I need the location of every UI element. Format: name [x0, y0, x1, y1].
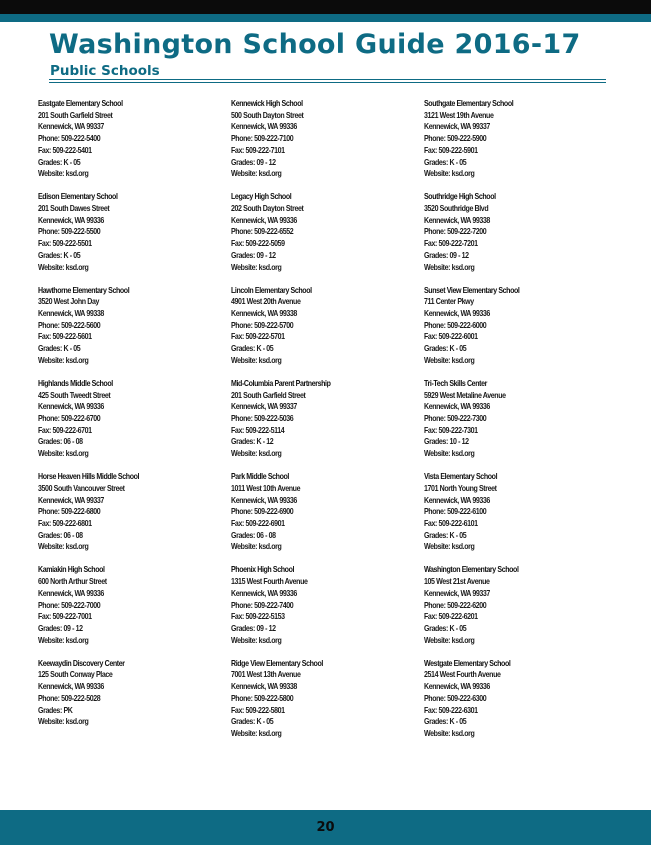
school-fax: Fax: 509-222-5801 [231, 705, 285, 715]
school-name: Westgate Elementary School [424, 658, 511, 668]
school-phone: Phone: 509-222-5600 [38, 320, 101, 330]
school-city: Kennewick, WA 99336 [38, 402, 104, 412]
school-name: Eastgate Elementary School [38, 99, 123, 108]
school-name: Vista Elementary School [424, 472, 498, 482]
school-grades: Grades: K - 05 [424, 157, 467, 167]
school-name: Phoenix High School [231, 565, 295, 575]
school-address: 3121 West 19th Avenue [424, 110, 494, 120]
school-city: Kennewick, WA 99336 [231, 495, 297, 505]
school-phone: Phone: 509-222-6300 [424, 693, 487, 703]
school-fax: Fax: 509-222-7301 [424, 425, 478, 435]
school-name: Horse Heaven Hills Middle School [38, 472, 140, 482]
school-name: Washington Elementary School [424, 565, 519, 575]
school-address: 425 South Tweedt Street [38, 390, 111, 400]
school-entry [38, 564, 223, 657]
school-city: Kennewick, WA 99337 [38, 122, 104, 132]
school-website: Website: ksd.org [231, 542, 282, 552]
school-city: Kennewick, WA 99336 [231, 588, 297, 598]
school-grades: Grades: K - 05 [424, 624, 467, 633]
school-entry [231, 564, 416, 657]
school-city: Kennewick, WA 99338 [231, 682, 297, 692]
school-phone: Phone: 509-222-6900 [231, 507, 294, 517]
school-entry [231, 285, 416, 378]
school-city: Kennewick, WA 99338 [231, 309, 297, 318]
school-grades: Grades: K - 05 [424, 717, 467, 727]
school-city: Kennewick, WA 99336 [231, 122, 297, 132]
school-entry [231, 471, 416, 564]
header-divider-top [49, 79, 606, 80]
school-city: Kennewick, WA 99336 [424, 682, 490, 692]
school-name: Edison Elementary School [38, 192, 118, 202]
school-address: 5929 West Metaline Avenue [424, 390, 506, 400]
school-fax: Fax: 509-222-5401 [38, 145, 92, 155]
school-grades: Grades: K - 05 [38, 344, 81, 354]
school-grades: Grades: K - 05 [424, 530, 467, 540]
school-name: Sunset View Elementary School [424, 285, 520, 295]
school-address: 711 Center Pkwy [424, 297, 474, 307]
school-grades: Grades: K - 05 [231, 344, 274, 354]
school-column-2 [231, 98, 416, 751]
school-fax: Fax: 509-222-5153 [231, 612, 285, 622]
school-grades: Grades: K - 05 [231, 717, 274, 727]
school-column-3 [424, 98, 609, 751]
school-phone: Phone: 509-222-5028 [38, 693, 101, 703]
school-address: 125 South Conway Place [38, 670, 113, 680]
school-fax: Fax: 509-222-5059 [231, 239, 285, 249]
school-entry [231, 98, 416, 191]
school-city: Kennewick, WA 99336 [38, 215, 104, 225]
school-address: 600 North Arthur Street [38, 577, 107, 587]
school-fax: Fax: 509-222-6301 [424, 705, 478, 715]
school-city: Kennewick, WA 99336 [424, 309, 490, 318]
top-black-band [0, 0, 651, 14]
school-website: Website: ksd.org [231, 355, 282, 365]
school-phone: Phone: 509-222-7100 [231, 134, 294, 144]
school-grades: Grades: K - 05 [38, 250, 81, 260]
school-name: Southgate Elementary School [424, 99, 514, 108]
page-title: Washington School Guide 2016-17 [49, 29, 581, 60]
school-city: Kennewick, WA 99336 [424, 402, 490, 412]
school-website: Website: ksd.org [231, 169, 282, 179]
school-grades: Grades: K - 05 [38, 157, 81, 167]
school-name: Legacy High School [231, 192, 292, 202]
school-address: 1315 West Fourth Avenue [231, 577, 308, 587]
school-address: 3520 Southridge Blvd [424, 204, 489, 213]
school-entry [424, 471, 609, 564]
school-website: Website: ksd.org [38, 262, 89, 272]
school-address: 2514 West Fourth Avenue [424, 670, 501, 680]
school-website: Website: ksd.org [424, 262, 475, 272]
school-fax: Fax: 509-222-6701 [38, 425, 92, 435]
school-grades: Grades: 10 - 12 [424, 437, 469, 447]
school-grades: Grades: 09 - 12 [231, 157, 276, 167]
school-city: Kennewick, WA 99336 [231, 215, 297, 225]
school-fax: Fax: 509-222-5114 [231, 425, 285, 435]
school-grades: Grades: PK [38, 705, 73, 715]
school-phone: Phone: 509-222-5036 [231, 414, 294, 423]
school-entry [231, 378, 416, 471]
school-phone: Phone: 509-222-7200 [424, 227, 487, 237]
top-teal-band [0, 14, 651, 22]
school-phone: Phone: 509-222-6552 [231, 227, 294, 237]
school-address: 201 South Garfield Street [38, 110, 113, 120]
school-city: Kennewick, WA 99336 [38, 588, 104, 598]
school-city: Kennewick, WA 99338 [424, 215, 490, 225]
school-website: Website: ksd.org [424, 635, 475, 645]
school-fax: Fax: 509-222-5601 [38, 332, 92, 342]
school-address: 202 South Dayton Street [231, 204, 304, 213]
school-city: Kennewick, WA 99337 [424, 588, 490, 598]
school-website: Website: ksd.org [424, 542, 475, 552]
school-fax: Fax: 509-222-5901 [424, 145, 478, 155]
school-entry [424, 98, 609, 191]
school-grades: Grades: K - 05 [424, 344, 467, 354]
school-city: Kennewick, WA 99336 [38, 682, 104, 692]
school-website: Website: ksd.org [38, 355, 89, 365]
school-fax: Fax: 509-222-6201 [424, 612, 478, 622]
school-website: Website: ksd.org [231, 262, 282, 272]
school-grades: Grades: 09 - 12 [38, 624, 83, 633]
footer-band [0, 810, 651, 845]
school-website: Website: ksd.org [231, 635, 282, 645]
section-subtitle: Public Schools [50, 63, 160, 79]
school-phone: Phone: 509-222-7400 [231, 600, 294, 610]
school-name: Hawthorne Elementary School [38, 285, 130, 295]
school-fax: Fax: 509-222-7001 [38, 612, 92, 622]
school-fax: Fax: 509-222-6001 [424, 332, 478, 342]
school-entry [38, 191, 223, 284]
school-address: 105 West 21st Avenue [424, 577, 490, 587]
page-number: 20 [316, 820, 335, 835]
school-name: Mid-Columbia Parent Partnership [231, 378, 331, 388]
school-grades: Grades: K - 12 [231, 437, 274, 447]
school-city: Kennewick, WA 99337 [231, 402, 297, 412]
school-entry [38, 285, 223, 378]
school-name: Keewaydin Discovery Center [38, 658, 125, 668]
school-phone: Phone: 509-222-7000 [38, 600, 101, 610]
school-address: 1701 North Young Street [424, 483, 497, 493]
school-fax: Fax: 509-222-7101 [231, 145, 285, 155]
school-phone: Phone: 509-222-5900 [424, 134, 487, 144]
school-website: Website: ksd.org [424, 169, 475, 179]
school-phone: Phone: 509-222-5800 [231, 693, 294, 703]
school-website: Website: ksd.org [38, 542, 89, 552]
school-city: Kennewick, WA 99336 [424, 495, 490, 505]
school-address: 500 South Dayton Street [231, 110, 304, 120]
school-city: Kennewick, WA 99338 [38, 309, 104, 318]
school-entry [424, 191, 609, 284]
school-grades: Grades: 09 - 12 [424, 250, 469, 260]
school-name: Kennewick High School [231, 99, 303, 108]
school-phone: Phone: 509-222-6800 [38, 507, 101, 517]
school-website: Website: ksd.org [424, 449, 475, 459]
school-name: Ridge View Elementary School [231, 658, 323, 668]
school-name: Highlands Middle School [38, 378, 113, 388]
school-entry [424, 564, 609, 657]
school-grades: Grades: 06 - 08 [38, 530, 83, 540]
school-phone: Phone: 509-222-6000 [424, 320, 487, 330]
school-website: Website: ksd.org [231, 729, 282, 738]
school-address: 201 South Dawes Street [38, 204, 110, 213]
school-website: Website: ksd.org [231, 449, 282, 459]
school-entry [38, 98, 223, 191]
school-website: Website: ksd.org [38, 635, 89, 645]
school-grades: Grades: 09 - 12 [231, 624, 276, 633]
school-city: Kennewick, WA 99337 [38, 495, 104, 505]
school-entry [38, 471, 223, 564]
school-address: 3500 South Vancouver Street [38, 483, 125, 493]
school-name: Tri-Tech Skills Center [424, 378, 487, 388]
school-fax: Fax: 509-222-6801 [38, 519, 92, 528]
school-entry [231, 191, 416, 284]
school-phone: Phone: 509-222-5500 [38, 227, 101, 237]
school-grades: Grades: 06 - 08 [38, 437, 83, 447]
school-city: Kennewick, WA 99337 [424, 122, 490, 132]
school-website: Website: ksd.org [38, 169, 89, 179]
school-fax: Fax: 509-222-6901 [231, 519, 285, 528]
school-website: Website: ksd.org [38, 717, 89, 727]
school-address: 201 South Garfield Street [231, 390, 306, 400]
school-name: Park Middle School [231, 472, 289, 482]
school-phone: Phone: 509-222-5700 [231, 320, 294, 330]
school-fax: Fax: 509-222-5701 [231, 332, 285, 342]
school-entry [424, 378, 609, 471]
school-entry [424, 285, 609, 378]
school-address: 3520 West John Day [38, 297, 100, 307]
school-fax: Fax: 509-222-6101 [424, 519, 478, 528]
school-column-1 [38, 98, 223, 751]
school-phone: Phone: 509-222-5400 [38, 134, 101, 144]
school-address: 1011 West 10th Avenue [231, 483, 301, 493]
school-website: Website: ksd.org [38, 449, 89, 459]
school-entry [38, 658, 223, 751]
school-phone: Phone: 509-222-6200 [424, 600, 487, 610]
header-divider-bottom [49, 82, 606, 83]
school-phone: Phone: 509-222-6700 [38, 414, 101, 423]
school-phone: Phone: 509-222-6100 [424, 507, 487, 517]
school-grades: Grades: 09 - 12 [231, 250, 276, 260]
school-address: 7001 West 13th Avenue [231, 670, 301, 680]
school-website: Website: ksd.org [424, 729, 475, 738]
school-name: Southridge High School [424, 192, 496, 202]
school-grades: Grades: 06 - 08 [231, 530, 276, 540]
school-fax: Fax: 509-222-7201 [424, 239, 478, 249]
school-name: Lincoln Elementary School [231, 285, 312, 295]
school-entry [38, 378, 223, 471]
school-fax: Fax: 509-222-5501 [38, 239, 92, 249]
school-website: Website: ksd.org [424, 355, 475, 365]
school-phone: Phone: 509-222-7300 [424, 414, 487, 423]
school-entry [231, 658, 416, 751]
school-name: Kamiakin High School [38, 565, 105, 575]
school-address: 4901 West 20th Avenue [231, 297, 301, 307]
school-entry [424, 658, 609, 751]
